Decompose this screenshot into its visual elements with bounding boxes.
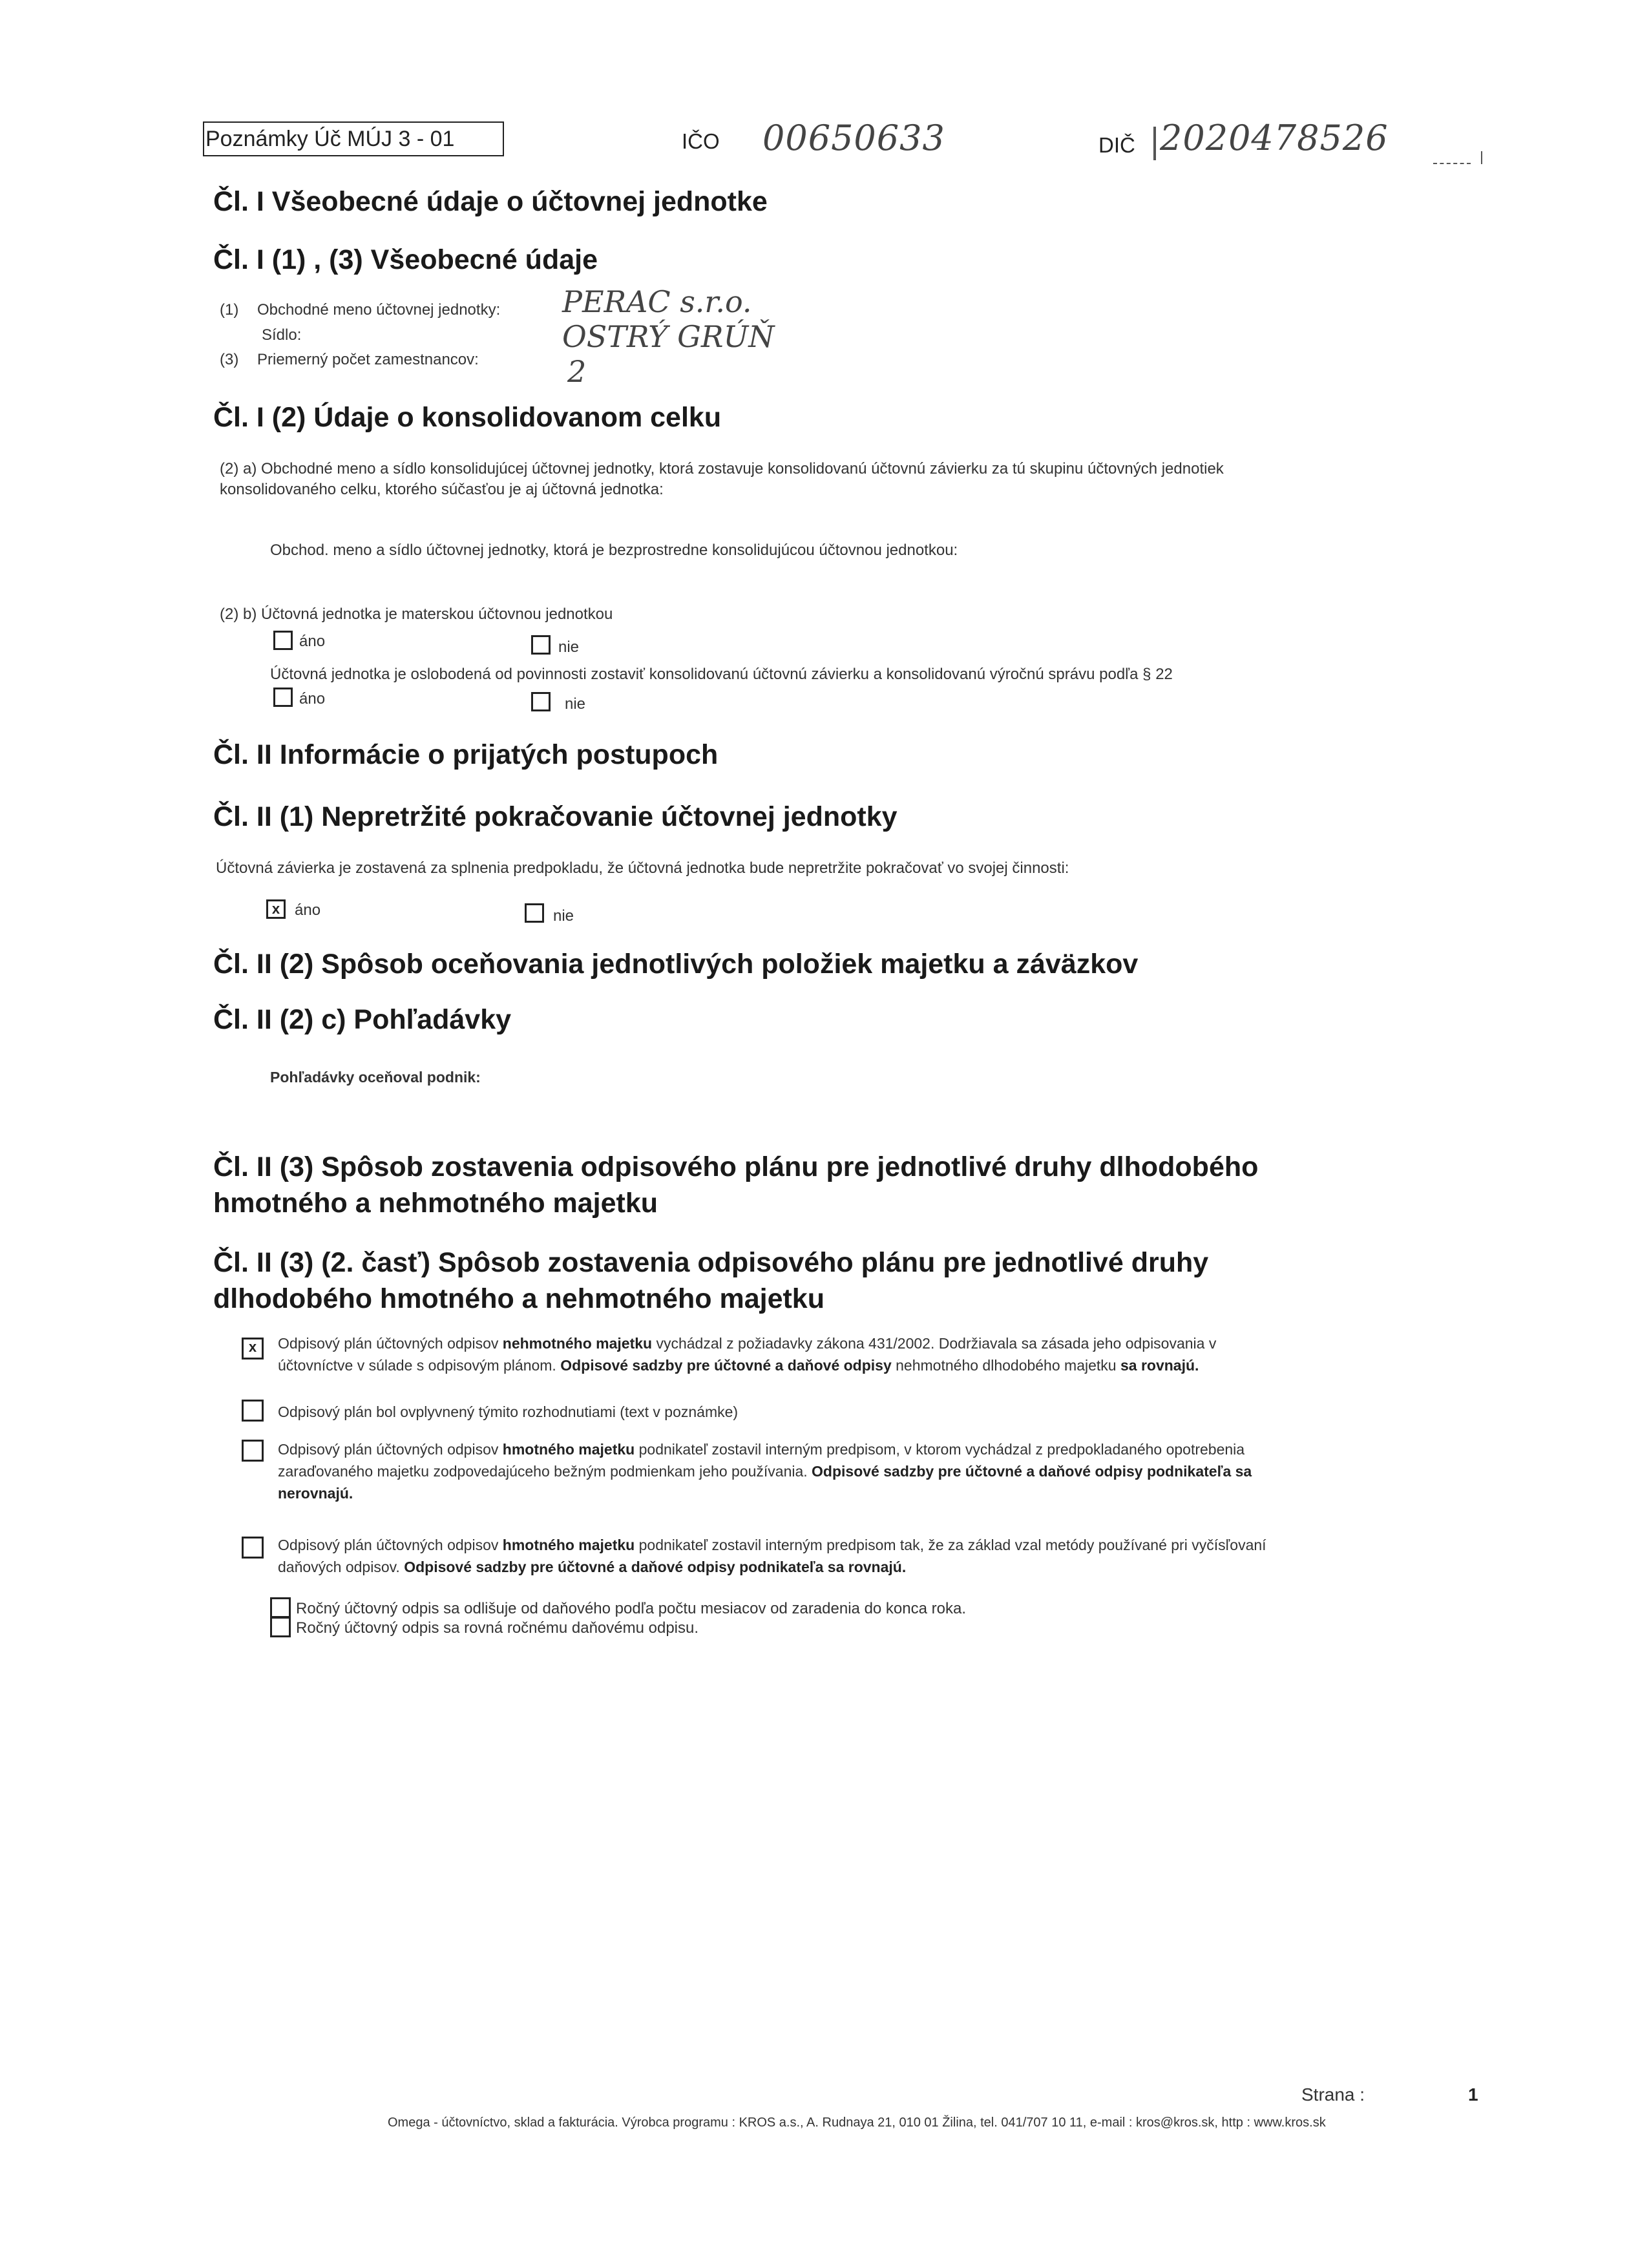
option2-text: Odpisový plán bol ovplyvnený týmito rozhodnutiami (text v poznámke)	[278, 1403, 739, 1420]
exempt-no-checkbox[interactable]	[531, 692, 551, 711]
option3-text	[278, 1438, 1376, 1504]
section-1-title: Čl. I Všeobecné údaje o účtovnej jednotke	[213, 186, 768, 217]
section-2-3b-title-line2: dlhodobého hmotného a nehmotného majetku	[213, 1283, 824, 1314]
direct-parent-label: Obchod. meno a sídlo účtovnej jednotky, ktorá je bezprostredne konsolidujúcou účtovnou jednotkou:	[270, 541, 958, 559]
section-2-2c-title: Čl. II (2) c) Pohľadávky	[213, 1004, 512, 1035]
exempt-yes-label: áno	[299, 690, 326, 708]
exempt-yes-checkbox[interactable]	[273, 688, 293, 707]
corner-tick	[1481, 151, 1482, 164]
option4-part-e: Odpisové sadzby pre účtovné a daňové odpisy podnikateľa sa rovnajú.	[404, 1559, 907, 1575]
option4-part-d: daňových odpisov.	[278, 1559, 404, 1575]
sub2-text: Ročný účtovný odpis sa rovná ročnému daňovému odpisu.	[296, 1619, 699, 1637]
employees-num: (3)	[220, 351, 239, 368]
parent-no-checkbox[interactable]	[531, 635, 551, 655]
option1-part-f: nehmotného dlhodobého majetku	[891, 1357, 1120, 1374]
parent-yes-checkbox[interactable]	[273, 631, 293, 650]
sub2-checkbox[interactable]	[270, 1617, 291, 1637]
employees-label: Priemerný počet zamestnancov:	[257, 351, 479, 368]
form-id-box: Poznámky Úč MÚJ 3 - 01	[203, 121, 504, 156]
sub1-checkbox[interactable]	[270, 1597, 291, 1618]
name-value[interactable]: PERAC s.r.o.	[562, 284, 752, 319]
ico-value[interactable]: 00650633	[762, 118, 945, 158]
corner-mark	[1433, 163, 1471, 164]
option3-part-e: Odpisové sadzby pre účtovné a daňové odpisy podnikateľa sa	[812, 1463, 1252, 1480]
option4-part-b: hmotného majetku	[502, 1537, 635, 1553]
employees-value[interactable]: 2	[567, 354, 587, 389]
page-number: 1	[1468, 2084, 1478, 2105]
page-label: Strana :	[1301, 2084, 1365, 2105]
seat-value[interactable]: OSTRÝ GRÚŇ	[562, 319, 775, 354]
option3-part-b: hmotného majetku	[502, 1441, 635, 1458]
option3-checkbox[interactable]	[242, 1440, 264, 1462]
option1-part-d: účtovníctve v súlade s odpisovým plánom.	[278, 1357, 561, 1374]
sub1-text: Ročný účtovný odpis sa odlišuje od daňového podľa počtu mesiacov od zaradenia do konca roka.	[296, 1600, 966, 1617]
continuity-text: Účtovná závierka je zostavená za splnenia predpokladu, že účtovná jednotka bude nepretržite pokračovať vo svojej činnosti:	[216, 859, 1069, 877]
consolidation-a-line1: (2) a) Obchodné meno a sídlo konsolidujúcej účtovnej jednotky, ktorá zostavuje konsolidovanú účtovnú závierku za tú skupinu účtovných jednotiek	[220, 460, 1224, 478]
seat-label: Sídlo:	[262, 326, 302, 344]
option4-checkbox[interactable]	[242, 1537, 264, 1559]
option4-text	[278, 1534, 1376, 1578]
option3-part-f: nerovnajú.	[278, 1485, 353, 1502]
option1-checkbox[interactable]: x	[242, 1338, 264, 1360]
ico-label: IČO	[682, 129, 720, 153]
section-1-13-title: Čl. I (1) , (3) Všeobecné údaje	[213, 244, 598, 275]
exempt-question: Účtovná jednotka je oslobodená od povinnosti zostaviť konsolidovanú účtovnú závierku a konsolidovanú výročnú správu podľa § 22	[270, 666, 1173, 683]
section-2-3b-title-line1: Čl. II (3) (2. časť) Spôsob zostavenia odpisového plánu pre jednotlivé druhy	[213, 1247, 1209, 1278]
section-2-3-title-line2: hmotného a nehmotného majetku	[213, 1188, 658, 1219]
parent-yes-label: áno	[299, 633, 326, 650]
section-1-2-title: Čl. I (2) Údaje o konsolidovanom celku	[213, 402, 722, 433]
name-label: Obchodné meno účtovnej jednotky:	[257, 301, 501, 319]
section-2-1-title: Čl. II (1) Nepretržité pokračovanie účtovnej jednotky	[213, 801, 898, 832]
option1-part-e: Odpisové sadzby pre účtovné a daňové odpisy	[560, 1357, 892, 1374]
option4-part-a: Odpisový plán účtovných odpisov	[278, 1537, 503, 1553]
option1-part-g: sa rovnajú.	[1120, 1357, 1199, 1374]
dic-bracket	[1153, 127, 1156, 160]
continuity-no-label: nie	[553, 907, 574, 925]
option3-part-d: zaraďovaného majetku zodpovedajúceho bežným podmienkam jeho používania.	[278, 1463, 812, 1480]
dic-value[interactable]: 2020478526	[1160, 118, 1389, 158]
option2-checkbox[interactable]	[242, 1400, 264, 1422]
continuity-yes-label: áno	[295, 901, 321, 919]
option1-part-b: nehmotného majetku	[502, 1335, 653, 1352]
option1-text	[278, 1332, 1363, 1376]
parent-no-label: nie	[558, 638, 580, 656]
footer-credits: Omega - účtovníctvo, sklad a fakturácia. Výrobca programu : KROS a.s., A. Rudnaya 21, 010 01 Žilina, tel. 041/707 10 11, e-mail : kros@kros.sk, http : www.kros.sk	[388, 2116, 1326, 2130]
name-num: (1)	[220, 301, 239, 319]
option3-part-a: Odpisový plán účtovných odpisov	[278, 1441, 503, 1458]
option1-part-c: vychádzal z požiadavky zákona 431/2002. Dodržiavala sa zásada jeho odpisovania v	[652, 1335, 1217, 1352]
dic-label: DIČ	[1098, 133, 1135, 157]
option3-part-c: podnikateľ zostavil interným predpisom, v ktorom vychádzal z predpokladaného opotrebenia	[635, 1441, 1245, 1458]
section-2-3-title-line1: Čl. II (3) Spôsob zostavenia odpisového plánu pre jednotlivé druhy dlhodobého	[213, 1151, 1259, 1182]
consolidation-a-line2: konsolidovaného celku, ktorého súčasťou je aj účtovná jednotka:	[220, 481, 664, 498]
continuity-no-checkbox[interactable]	[525, 903, 544, 923]
section-2-2-title: Čl. II (2) Spôsob oceňovania jednotlivých položiek majetku a záväzkov	[213, 949, 1139, 980]
exempt-no-label: nie	[565, 695, 586, 713]
continuity-yes-checkbox[interactable]: x	[266, 899, 286, 919]
parent-question: (2) b) Účtovná jednotka je materskou účtovnou jednotkou	[220, 605, 613, 623]
option1-part-a: Odpisový plán účtovných odpisov	[278, 1335, 503, 1352]
option4-part-c: podnikateľ zostavil interným predpisom tak, že za základ vzal metódy používané pri vyčísľovaní	[635, 1537, 1266, 1553]
section-2-title: Čl. II Informácie o prijatých postupoch	[213, 739, 719, 770]
receivables-label: Pohľadávky oceňoval podnik:	[270, 1069, 481, 1086]
